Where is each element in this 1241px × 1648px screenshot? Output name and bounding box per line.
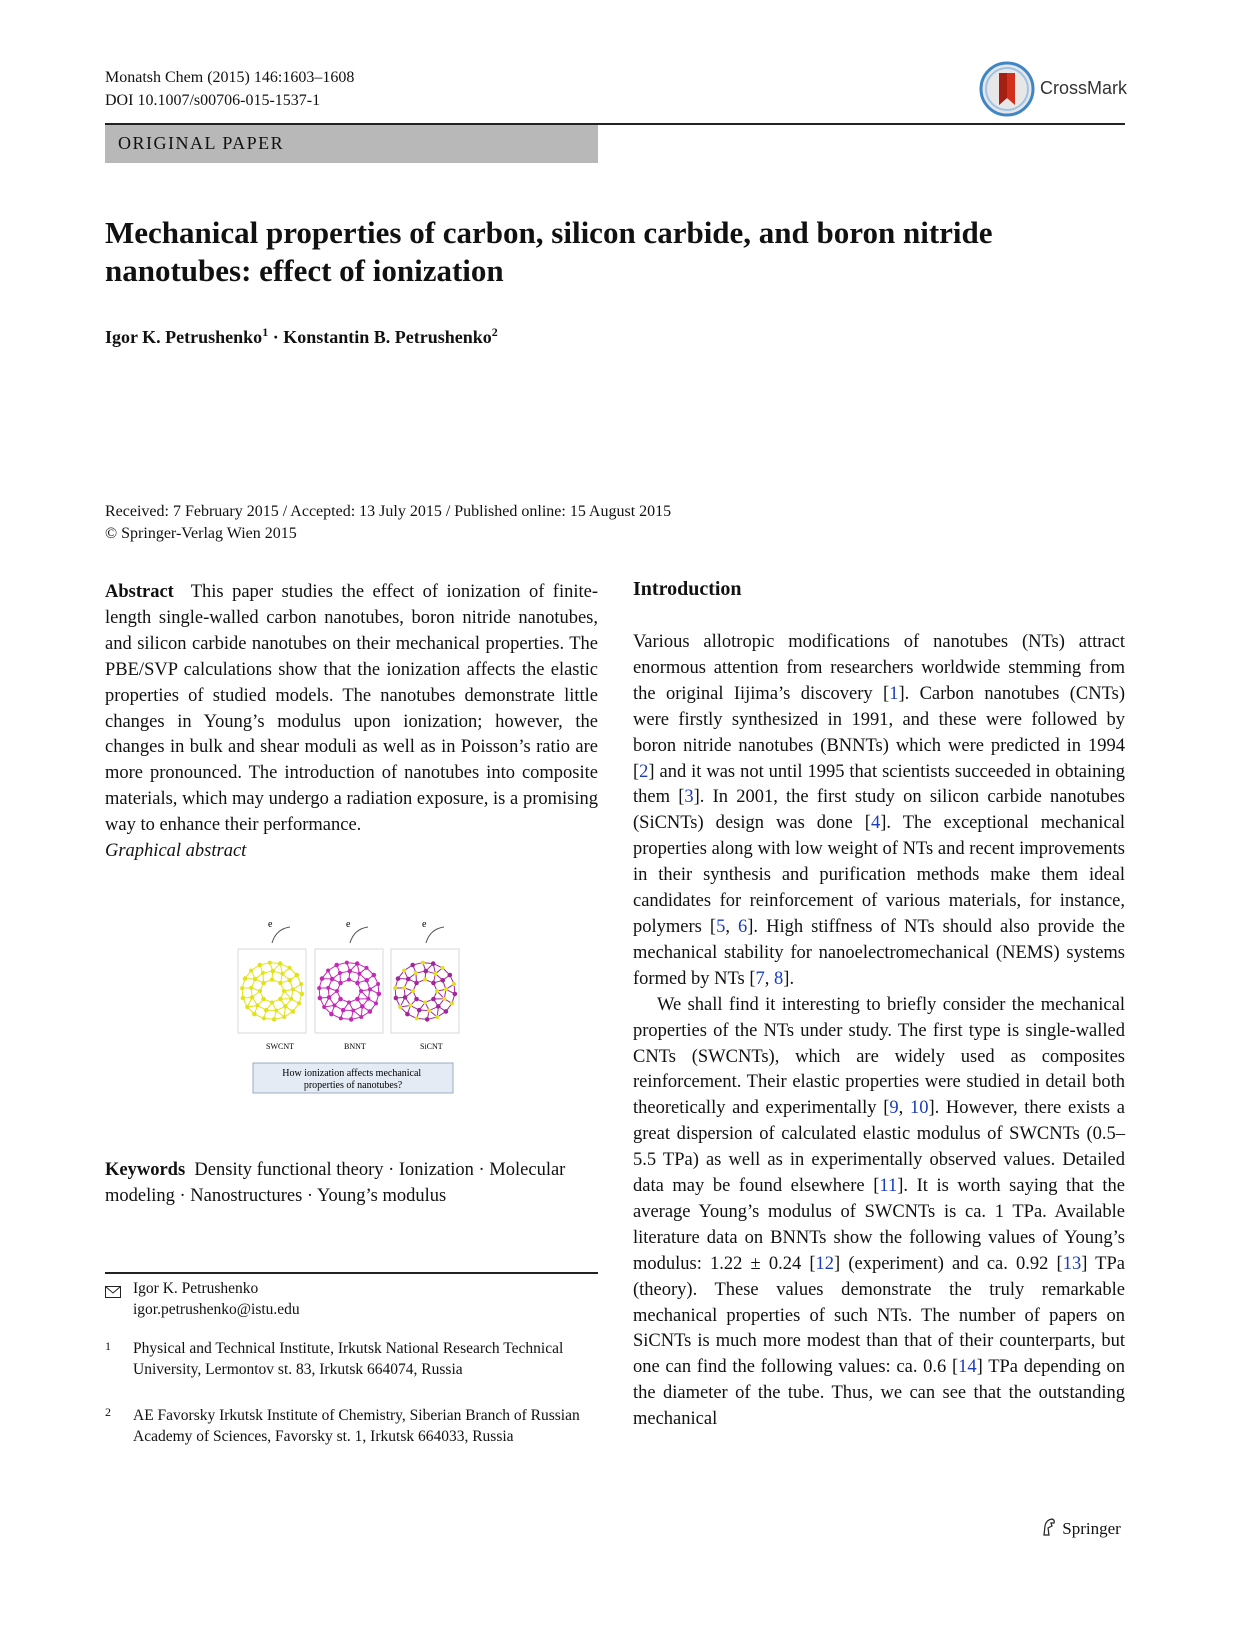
bnnt-molecule — [315, 949, 383, 1033]
bnnt-label: BNNT — [344, 1042, 366, 1051]
swcnt-label: SWCNT — [266, 1042, 294, 1051]
affiliation-1-num: 1 — [105, 1339, 111, 1353]
ref-link[interactable]: 12 — [815, 1253, 835, 1274]
intro-paragraph-1: Various allotropic modifications of nanotubes (NTs) attract enormous attention from researchers worldwide stemming from the original Iijima’s discovery [1]. Carbon nanotubes (CNTs) were firstly synthesized in 1991, and these were followed by boron nitride nanotubes (BNNTs) which were predicted in 1994 [2] and it was not until 1995 that scientists succeeded in obtaining them [3]. In 2001, the first study on silicon carbide nanotubes (SiCNTs) design was done [4]. The exceptional mechanical properties along with low weight of NTs and recent improvements in their synthesis and purification methods make them ideal candidates for reinforcement of various materials, for instance, polymers [5, 6]. High stiffness of NTs should also provide the mechanical stability for nanoelectromechanical (NEMS) systems formed by NTs [7, 8]. — [633, 632, 1126, 989]
keywords-label: Keywords — [105, 1160, 186, 1180]
sicnt-molecule — [391, 949, 459, 1033]
journal-citation — [105, 66, 354, 112]
correspondence-details — [133, 1278, 300, 1320]
electron-arrows — [268, 919, 444, 943]
electron-label: e — [268, 919, 273, 930]
sicnt-label: SiCNT — [420, 1042, 443, 1051]
publication-dates — [105, 501, 671, 545]
crossmark-label: CrossMark — [1040, 78, 1128, 98]
crossmark-badge[interactable] — [978, 60, 1128, 120]
author-2-affiliation: 2 — [491, 325, 498, 339]
author-list — [105, 325, 498, 348]
keywords-list: Density functional theory · Ionization · Molecular modeling · Nanostructures · Young’s modulus — [105, 1160, 566, 1206]
history-dates: Received: 7 February 2015 / Accepted: 13 July 2015 / Published online: 15 August 2015 — [105, 503, 672, 520]
ref-link[interactable]: 13 — [1062, 1253, 1082, 1274]
author-separator: · — [268, 327, 284, 347]
ref-link[interactable]: 5 — [716, 916, 726, 937]
graphical-abstract-label: Graphical abstract — [105, 841, 247, 862]
graphical-abstract-figure — [236, 915, 466, 1095]
introduction-heading: Introduction — [633, 578, 742, 600]
copyright: © Springer-Verlag Wien 2015 — [105, 525, 297, 542]
keywords — [105, 1157, 598, 1209]
envelope-icon — [105, 1286, 121, 1298]
question-text: How ionization affects mechanical properties of nanotubes? — [282, 1068, 422, 1091]
publisher-logo — [1040, 1517, 1121, 1539]
affiliation-2-num: 2 — [105, 1405, 111, 1419]
ref-link[interactable]: 8 — [774, 968, 784, 989]
correspondence — [105, 1282, 121, 1303]
ref-link[interactable]: 9 — [889, 1098, 899, 1119]
ref-link[interactable]: 6 — [738, 916, 748, 937]
ref-link[interactable]: 14 — [958, 1357, 977, 1378]
affiliation-2-text: AE Favorsky Irkutsk Institute of Chemistry, Siberian Branch of Russian Academy of Sciences, Favorsky st. 1, Irkutsk 664033, Russia — [133, 1407, 580, 1445]
section-label: ORIGINAL PAPER — [118, 133, 285, 153]
abstract — [105, 580, 598, 865]
doi[interactable]: DOI 10.1007/s00706-015-1537-1 — [105, 92, 321, 109]
footnote-rule — [105, 1272, 598, 1274]
abstract-label: Abstract — [105, 582, 174, 602]
springer-horse-icon — [1040, 1517, 1058, 1537]
author-2[interactable]: Konstantin B. Petrushenko — [283, 327, 492, 347]
electron-label: e — [422, 919, 427, 930]
ref-link[interactable]: 10 — [909, 1098, 929, 1119]
author-1-affiliation: 1 — [262, 325, 269, 339]
swcnt-molecule — [238, 949, 306, 1033]
paper-title: Mechanical properties of carbon, silicon carbide, and boron nitride nanotubes: effect of ionization — [105, 215, 993, 288]
ref-link[interactable]: 7 — [755, 968, 765, 989]
ref-link[interactable]: 4 — [870, 813, 881, 834]
correspondence-name: Igor K. Petrushenko — [133, 1280, 259, 1297]
electron-label: e — [346, 919, 351, 930]
abstract-text: This paper studies the effect of ionization of finite-length single-walled carbon nanotubes, boron nitride nanotubes, and silicon carbide nanotubes on their mechanical properties. The PBE/SVP calculations show that the ionization affects the elastic properties of studied models. The nanotubes demonstrate little changes in Young’s modulus upon ionization; however, the changes in bulk and shear moduli as well as in Poisson’s ratio are more pronounced. The introduction of nanotubes into composite materials, which may undergo a radiation exposure, is a promising way to enhance their performance. — [105, 582, 599, 836]
publisher-name: Springer — [1062, 1519, 1121, 1538]
ref-link[interactable]: 11 — [879, 1176, 898, 1197]
introduction-body — [633, 630, 1125, 1433]
author-1[interactable]: Igor K. Petrushenko — [105, 327, 263, 347]
section-banner — [105, 125, 598, 163]
crossmark-icon — [978, 60, 1036, 118]
intro-paragraph-2: We shall find it interesting to briefly consider the mechanical properties of the NTs under study. The first type is single-walled CNTs (SWCNTs), which are widely used as composites reinforcement. Their elastic properties were studied in detail both theoretically and experimentally [9, 10]. However, there exists a great dispersion of calculated elastic modulus of SWCNTs (0.5–5.5 TPa) as well as in experimentally observed values. Detailed data may be found elsewhere [11]. It is worth saying that the average Young’s modulus of SWCNTs is ca. 1 TPa. Available literature data on BNNTs show the following values of Young’s modulus: 1.22 ± 0.24 [12] (experiment) and ca. 0.92 [13] TPa (theory). These values demonstrate the truly remarkable mechanical properties of such NTs. The number of papers on SiCNTs is much more modest than that of their counterparts, but one can find the following values: ca. 0.6 [14] TPa depending on the diameter of the tube. Thus, we can see that the outstanding mechanical — [633, 994, 1125, 1430]
affiliation-1-text: Physical and Technical Institute, Irkutsk National Research Technical University, Lermontov st. 83, Irkutsk 664074, Russia — [133, 1340, 564, 1378]
ref-link[interactable]: 2 — [639, 761, 649, 782]
journal-volume-pages: Monatsh Chem (2015) 146:1603–1608 — [105, 69, 355, 86]
ref-link[interactable]: 1 — [889, 683, 899, 704]
ref-link[interactable]: 3 — [684, 787, 694, 808]
correspondence-email[interactable]: igor.petrushenko@istu.edu — [133, 1301, 300, 1318]
